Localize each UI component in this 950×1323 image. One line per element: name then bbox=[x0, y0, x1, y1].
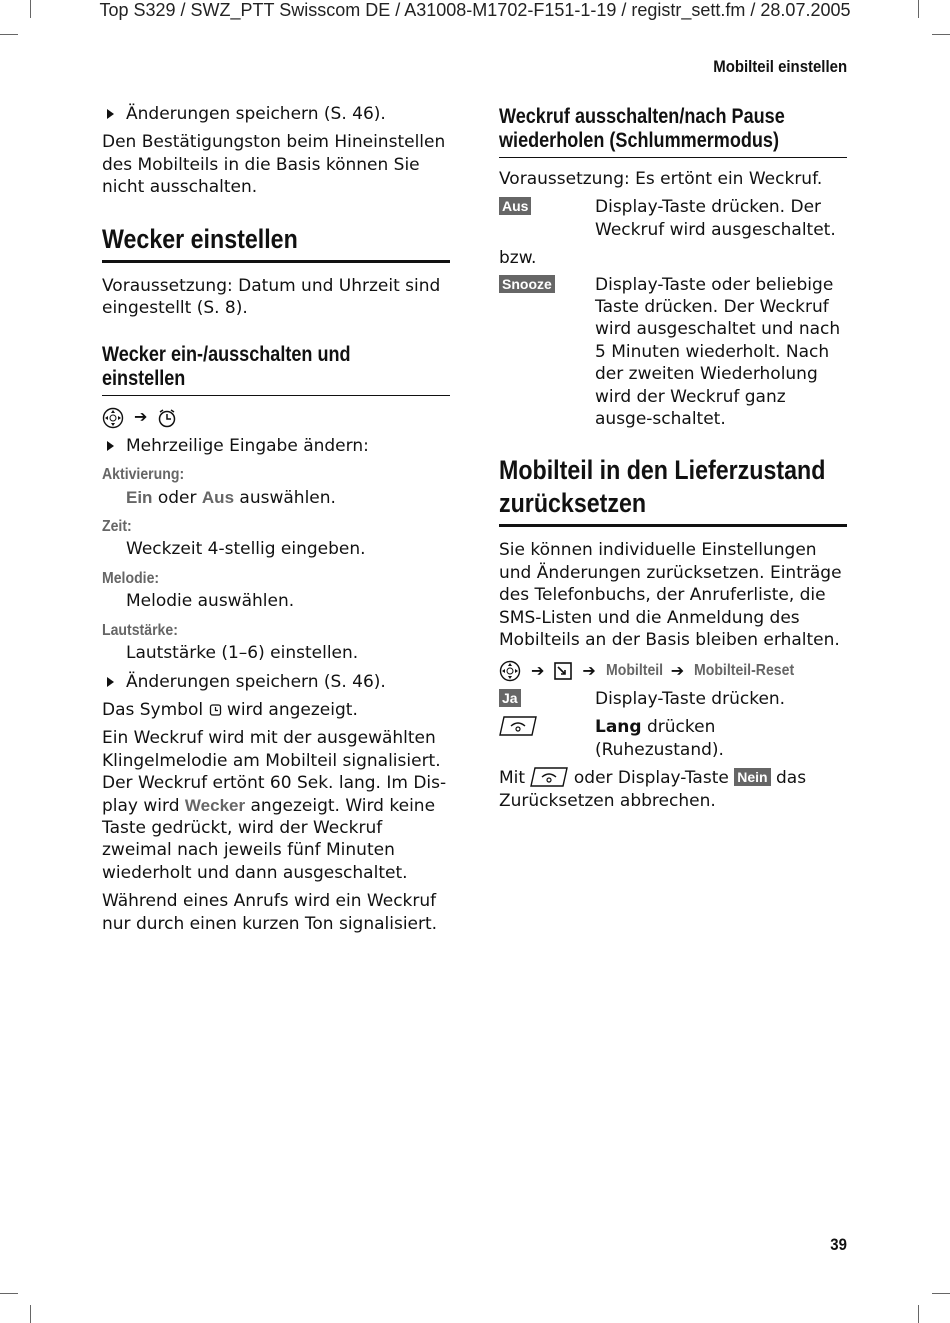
symbol-text: Das Symbol wird angezeigt. bbox=[102, 699, 358, 720]
display-key-nein: Nein bbox=[734, 768, 770, 786]
display-key-aus: Aus bbox=[499, 197, 531, 215]
page-number: 39 bbox=[830, 1235, 847, 1254]
crop-mark bbox=[30, 1305, 31, 1323]
multiline-bullet: Mehrzeilige Eingabe ändern: bbox=[102, 435, 450, 457]
intro-text: Den Bestätigungston beim Hineinstellen des Mobilteils in die Basis können Sie nicht ausschalten. bbox=[102, 132, 446, 198]
precondition: Voraussetzung: Es ertönt ein Weckruf. bbox=[499, 169, 823, 189]
crop-mark bbox=[932, 34, 950, 35]
field-value-lautstaerke: Lautstärke (1–6) einstellen. bbox=[126, 643, 359, 664]
crop-mark bbox=[0, 34, 18, 35]
settings-menu-icon bbox=[554, 662, 572, 680]
arrow-icon: ➔ bbox=[531, 660, 545, 680]
reset-text: Sie können individuelle Einstellungen und Änderungen zurücksetzen. Einträge des Telefonbuchs, der Anruferliste, die SMS-Listen und die Anmeldung des Mobilteils an der Basis bleiben erhalten. bbox=[499, 540, 842, 651]
end-call-key-icon bbox=[499, 716, 537, 736]
crop-mark bbox=[932, 1293, 950, 1294]
key-row-ja: Ja Display-Taste drücken. bbox=[499, 688, 847, 710]
field-value-melodie: Melodie auswählen. bbox=[126, 591, 295, 612]
heading-wecker-ein-aus: Wecker ein-/ausschalten und einstellen bbox=[102, 343, 450, 396]
key-row-end: Lang drücken (Ruhezustand). bbox=[499, 716, 847, 761]
field-value-zeit: Weckzeit 4-stellig eingeben. bbox=[126, 539, 366, 560]
display-key-snooze: Snooze bbox=[499, 275, 555, 293]
menu-item-mobilteil: Mobilteil bbox=[605, 661, 663, 679]
navigation-key-icon bbox=[102, 407, 124, 429]
section-header: Mobilteil einstellen bbox=[713, 57, 847, 76]
display-key-ja: Ja bbox=[499, 689, 521, 707]
heading-weckruf-ausschalten: Weckruf ausschalten/nach Pause wiederholen (Schlummermodus) bbox=[499, 105, 847, 158]
left-column bbox=[102, 103, 450, 941]
key-row-aus: Aus Display-Taste drücken. Der Weckruf wird ausgeschaltet. bbox=[499, 196, 847, 241]
save-changes-bullet: Änderungen speichern (S. 46). bbox=[102, 103, 450, 125]
heading-lieferzustand: Mobilteil in den Lieferzustand zurücksetzen bbox=[499, 454, 847, 527]
field-label-aktivierung: Aktivierung: bbox=[102, 466, 185, 484]
menu-path bbox=[499, 660, 847, 682]
field-label-zeit: Zeit: bbox=[102, 518, 132, 536]
document-info: Top S329 / SWZ_PTT Swisscom DE / A31008-M1702-F151-1-19 / registr_sett.fm / 28.07.2005 bbox=[99, 0, 851, 20]
arrow-icon: ➔ bbox=[582, 660, 596, 680]
save-changes-bullet: Änderungen speichern (S. 46). bbox=[102, 671, 450, 693]
menu-path bbox=[102, 406, 450, 428]
field-value-aktivierung: Ein oder Aus auswählen. bbox=[126, 487, 336, 508]
bzw-label: bzw. bbox=[499, 248, 537, 269]
right-column bbox=[499, 103, 847, 818]
key-row-snooze: Snooze Display-Taste oder beliebige Taste drücken. Der Weckruf wird ausgeschaltet und nach 5 Minuten wiederholt. Nach der zweiten Wiederholung wird der Weckruf ganz ausge-schaltet. bbox=[499, 274, 847, 431]
end-call-key-icon bbox=[530, 767, 568, 787]
arrow-icon: ➔ bbox=[134, 407, 148, 427]
alarm-clock-icon bbox=[157, 408, 177, 428]
field-label-lautstaerke: Lautstärke: bbox=[102, 621, 178, 639]
navigation-key-icon bbox=[499, 660, 521, 682]
menu-item-mobilteil-reset: Mobilteil-Reset bbox=[694, 661, 795, 679]
weckruf-paragraph: Ein Weckruf wird mit der ausgewählten Klingelmelodie am Mobilteil signalisiert. Der Weckruf ertönt 60 Sek. lang. Im Dis-play wird Wecker angezeigt. Wird keine Taste gedrückt, wird der Weckruf zweimal nach jeweils fünf Minuten wiederholt und dann ausgeschaltet. bbox=[102, 728, 447, 883]
precondition: Voraussetzung: Datum und Uhrzeit sind eingestellt (S. 8). bbox=[102, 275, 441, 319]
arrow-icon: ➔ bbox=[670, 660, 685, 680]
field-label-melodie: Melodie: bbox=[102, 569, 160, 587]
heading-wecker: Wecker einstellen bbox=[102, 223, 450, 263]
cancel-text: Mit oder Display-Taste Nein das Zurücksetzen abbrechen. bbox=[499, 768, 807, 811]
alarm-symbol-icon bbox=[209, 703, 222, 716]
crop-mark bbox=[918, 1305, 919, 1323]
crop-mark bbox=[0, 1293, 18, 1294]
anruf-paragraph: Während eines Anrufs wird ein Weckruf nur durch einen kurzen Ton signalisiert. bbox=[102, 891, 438, 934]
